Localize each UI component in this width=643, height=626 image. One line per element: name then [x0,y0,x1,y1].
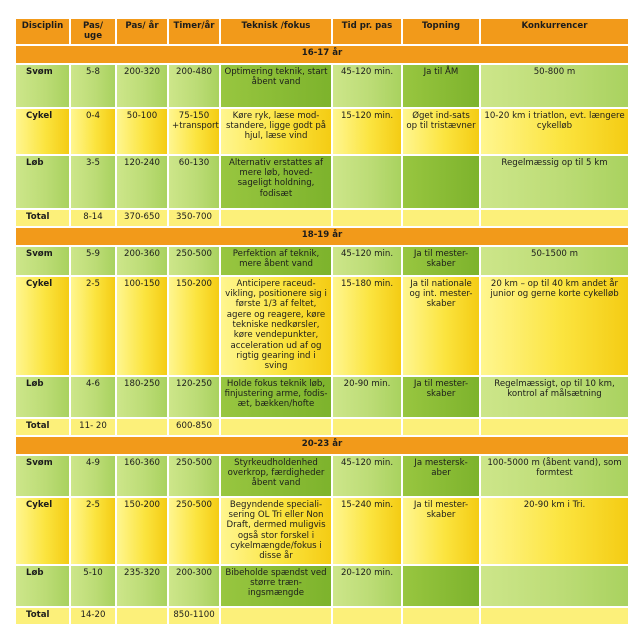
cell-topning: Ja til mester-skaber [403,498,479,564]
cell-topning: Ja til nationale og int. mester-skaber [403,277,479,375]
table-row [16,498,628,564]
row-label: Løb [16,156,69,208]
cell-teknisk: Begyndende speciali-sering OL Tri eller Non Draft, dermed muligvis også stor forskel i cykelmængde/fokus i disse år [221,498,331,564]
cell-teknisk: Alternativ erstattes af mere løb, hoved-sageligt holdning, fodisæt [221,156,331,208]
row-label: Svøm [16,65,69,107]
section-title: 18-19 år [16,228,628,245]
row-label: Cykel [16,498,69,564]
cell-tid: 15-120 min. [333,109,401,154]
header-timer: Timer/år [169,19,219,44]
row-label: Svøm [16,247,69,275]
header-topning: Topning [403,19,479,44]
row-label: Total [16,608,69,624]
cell-pas-uge: 2-5 [71,498,115,564]
cell-pas-aar: 50-100 [117,109,167,154]
cell-konkurrencer: 50-1500 m [481,247,628,275]
cell-pas-aar: 200-360 [117,247,167,275]
section-title-row [16,46,628,63]
cell-empty [481,210,628,226]
cell-teknisk: Anticipere raceud-vikling, positionere sig i første 1/3 af feltet, agere og reagere, køre tekniske nedkørsler, køre vendepunkter, acceleration ud af og rigtig gearing ind i sving [221,277,331,375]
section-20-23 [16,437,628,624]
table-row [16,65,628,107]
cell-pas-uge: 11- 20 [71,419,115,435]
cell-topning: Ja til mester-skaber [403,247,479,275]
cell-topning: Ja til ÅM [403,65,479,107]
cell-pas-aar: 120-240 [117,156,167,208]
cell-teknisk: Perfektion af teknik, mere åbent vand [221,247,331,275]
table-row [16,109,628,154]
table-row [16,456,628,496]
cell-pas-aar: 200-320 [117,65,167,107]
cell-empty [403,210,479,226]
cell-pas-uge: 14-20 [71,608,115,624]
cell-empty [481,608,628,624]
table-row [16,566,628,606]
cell-pas-uge: 5-9 [71,247,115,275]
header-pas-uge: Pas/ uge [71,19,115,44]
cell-tid: 15-240 min. [333,498,401,564]
row-label: Total [16,210,69,226]
cell-timer: 200-300 [169,566,219,606]
cell-timer: 150-200 [169,277,219,375]
cell-pas-uge: 3-5 [71,156,115,208]
cell-tid: 45-120 min. [333,247,401,275]
header-teknisk: Teknisk /fokus [221,19,331,44]
cell-pas-aar: 235-320 [117,566,167,606]
training-table [14,17,630,626]
cell-empty [403,419,479,435]
cell-timer: 350-700 [169,210,219,226]
cell-pas-uge: 4-6 [71,377,115,417]
cell-timer: 75-150 +transport [169,109,219,154]
table-row [16,156,628,208]
section-18-19 [16,228,628,435]
cell-pas-aar: 160-360 [117,456,167,496]
row-label: Cykel [16,109,69,154]
cell-tid: 20-90 min. [333,377,401,417]
cell-timer: 250-500 [169,456,219,496]
cell-timer: 60-130 [169,156,219,208]
cell-pas-aar: 100-150 [117,277,167,375]
cell-pas-aar: 370-650 [117,210,167,226]
section-title: 20-23 år [16,437,628,454]
cell-tid: 45-120 min. [333,456,401,496]
cell-konkurrencer: 50-800 m [481,65,628,107]
row-label: Cykel [16,277,69,375]
cell-konkurrencer: Regelmæssigt, op til 10 km, kontrol af målsætning [481,377,628,417]
cell-timer: 120-250 [169,377,219,417]
cell-teknisk: Køre ryk, læse mod-standere, ligge godt på hjul, læse vind [221,109,331,154]
cell-tid: 20-120 min. [333,566,401,606]
header-konkurrencer: Konkurrencer [481,19,628,44]
cell-konkurrencer: 20 km – op til 40 km andet år junior og gerne korte cykelløb [481,277,628,375]
cell-topning: Ja mestersk-aber [403,456,479,496]
cell-empty [481,419,628,435]
cell-konkurrencer: Regelmæssig op til 5 km [481,156,628,208]
section-title-row [16,437,628,454]
cell-teknisk: Styrkeudholdenhed overkrop, færdigheder åbent vand [221,456,331,496]
cell-empty [333,210,401,226]
cell-pas-uge: 8-14 [71,210,115,226]
cell-timer: 250-500 [169,498,219,564]
cell-topning: Øget ind-sats op til tristævner [403,109,479,154]
cell-konkurrencer: 20-90 km i Tri. [481,498,628,564]
total-row [16,210,628,226]
cell-teknisk: Optimering teknik, start åbent vand [221,65,331,107]
table-row [16,247,628,275]
header-tid: Tid pr. pas [333,19,401,44]
total-row [16,608,628,624]
cell-pas-uge: 5-8 [71,65,115,107]
header-row [16,19,628,44]
table-row [16,377,628,417]
cell-tid: 45-120 min. [333,65,401,107]
cell-pas-aar [117,419,167,435]
cell-timer: 250-500 [169,247,219,275]
cell-topning [403,156,479,208]
cell-empty [221,210,331,226]
row-label: Løb [16,377,69,417]
row-label: Total [16,419,69,435]
cell-pas-aar: 180-250 [117,377,167,417]
cell-konkurrencer [481,566,628,606]
cell-empty [333,419,401,435]
cell-pas-aar: 150-200 [117,498,167,564]
section-title: 16-17 år [16,46,628,63]
cell-timer: 200-480 [169,65,219,107]
cell-pas-uge: 2-5 [71,277,115,375]
cell-pas-uge: 4-9 [71,456,115,496]
cell-tid: 15-180 min. [333,277,401,375]
cell-teknisk: Bibeholde spændst ved større træn-ingsmængde [221,566,331,606]
cell-pas-uge: 5-10 [71,566,115,606]
cell-empty [403,608,479,624]
cell-tid [333,156,401,208]
cell-konkurrencer: 10-20 km i triatlon, evt. længere cykelløb [481,109,628,154]
header-pas-aar: Pas/ år [117,19,167,44]
cell-teknisk: Holde fokus teknik løb, finjustering arme, fodis-æt, bækken/hofte [221,377,331,417]
cell-topning: Ja til mester-skaber [403,377,479,417]
cell-timer: 600-850 [169,419,219,435]
cell-pas-aar [117,608,167,624]
cell-timer: 850-1100 [169,608,219,624]
section-16-17 [16,46,628,226]
cell-topning [403,566,479,606]
row-label: Svøm [16,456,69,496]
row-label: Løb [16,566,69,606]
total-row [16,419,628,435]
table-row [16,277,628,375]
section-title-row [16,228,628,245]
cell-empty [333,608,401,624]
header-disciplin: Disciplin [16,19,69,44]
cell-empty [221,608,331,624]
cell-pas-uge: 0-4 [71,109,115,154]
cell-konkurrencer: 100-5000 m (åbent vand), som formtest [481,456,628,496]
cell-empty [221,419,331,435]
